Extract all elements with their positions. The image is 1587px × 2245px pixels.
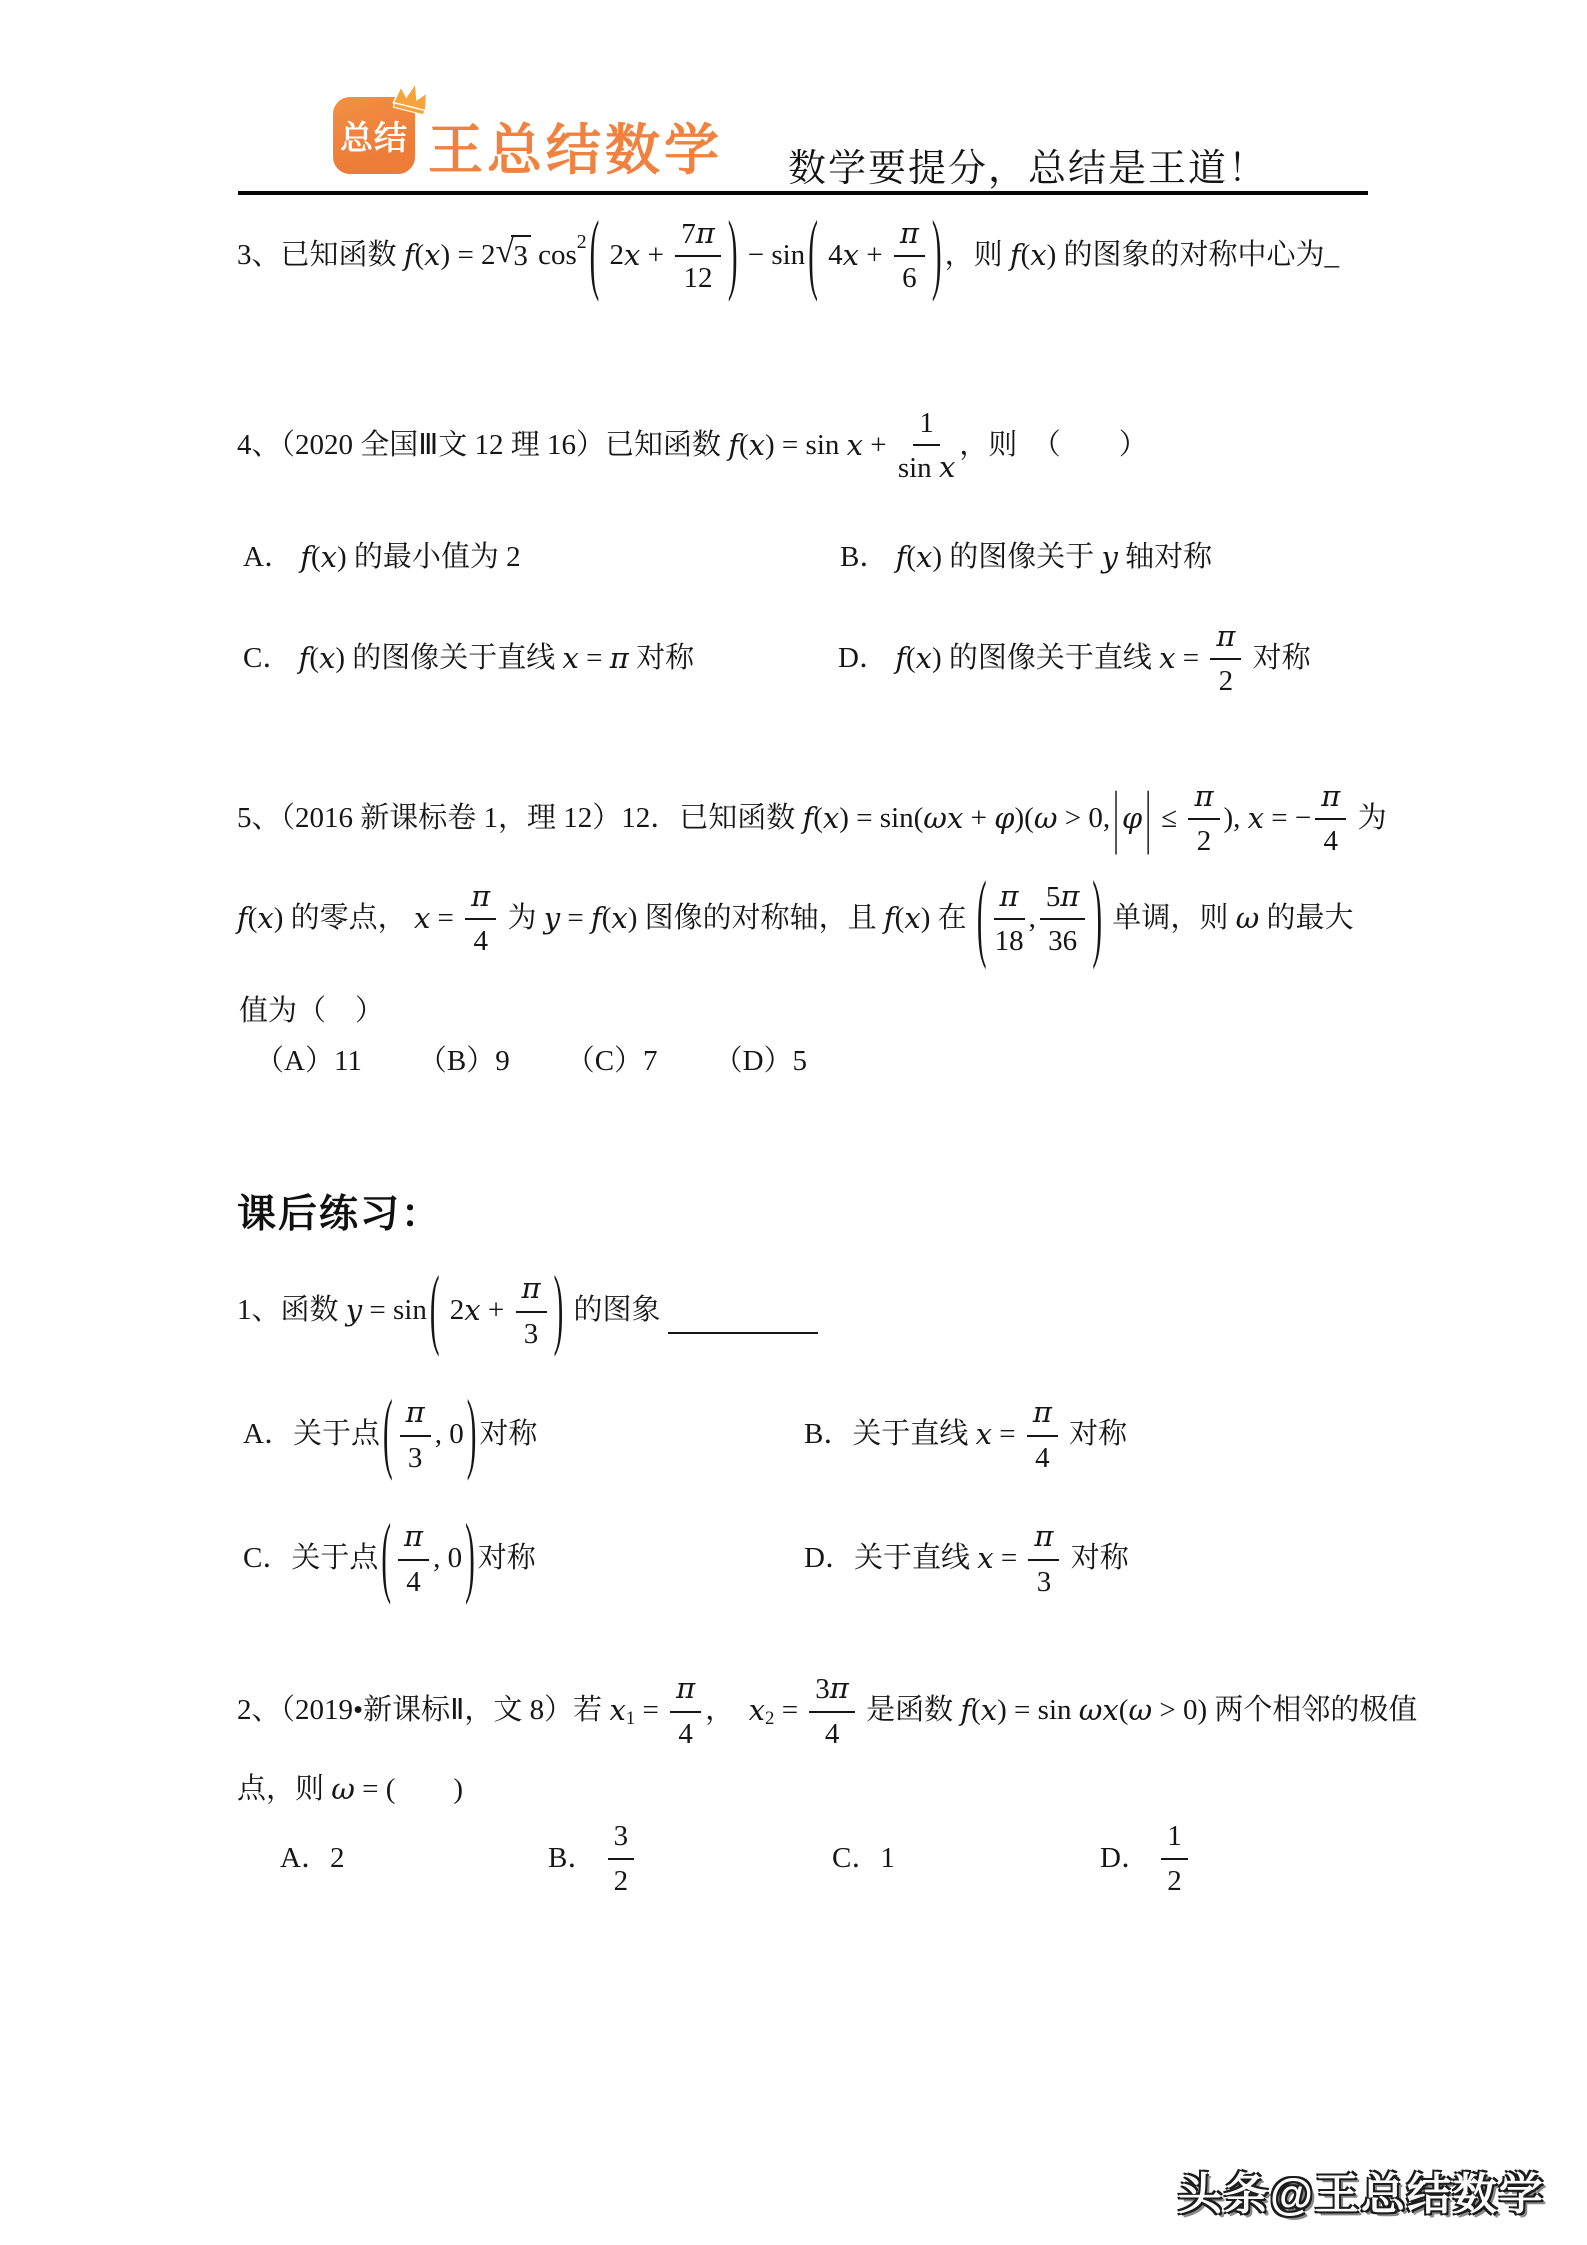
question-5-line-1: 5、（2016 新课标卷 1，理 12）12．已知函数 f ( x ) = sin( ωx + φ )( ω > 0, | φ | ≤ $\frac{\pi}{2}$ ), x = − $\frac{\pi}{4}$ 为 bbox=[237, 778, 1387, 857]
header-slogan: 数学要提分，总结是王道！ bbox=[788, 146, 1269, 190]
question-4-option-d: D． f ( x ) 的图像关于直线 x = $\frac{\pi}{2}$ 对称 bbox=[838, 618, 1311, 697]
practice-1-option-c: C．关于点 ( $\frac{\pi}{4}$ , 0 ) 对称 bbox=[243, 1508, 536, 1608]
question-5-option-c: （C）7 bbox=[565, 1044, 658, 1077]
question-5-option-d: （D）5 bbox=[713, 1044, 808, 1077]
practice-section-heading: 课后练习： bbox=[237, 1193, 443, 1236]
practice-2-option-d: D． $\frac{1}{2}$ bbox=[1100, 1808, 1192, 1908]
question-5-options bbox=[255, 1038, 807, 1078]
practice-1-option-b: B．关于直线 x = $\frac{\pi}{4}$ 对称 bbox=[804, 1395, 1128, 1474]
brand-title: 王总结数学 bbox=[428, 119, 724, 181]
practice-2-option-a: A．2 bbox=[280, 1841, 345, 1874]
question-4-option-b: B． f ( x ) 的图像关于 y 轴对称 bbox=[840, 539, 1213, 574]
question-5-line-3: 值为（ ） bbox=[239, 994, 385, 1027]
question-4-option-a: A． f ( x ) 的最小值为 2 bbox=[243, 539, 521, 574]
logo-badge-text: 总结 bbox=[340, 119, 408, 156]
question-5-option-b: （B）9 bbox=[417, 1044, 510, 1077]
practice-2-option-c: C．1 bbox=[832, 1841, 895, 1874]
watermark: 头条@王总结数学 bbox=[1178, 2170, 1545, 2219]
question-3-text: 3、已知函数 f ( x ) = 2 √ 3 cos 2 ( 2 x + $\frac{7\pi}{12}$ ) − sin ( 4 x + $\frac{\pi}{6}$ ) ，则 f ( x ) 的图象的对称中心为_ bbox=[237, 205, 1340, 305]
question-5-line-2: f ( x ) 的零点， x = $\frac{\pi}{4}$ 为 y = f ( x ) 图像的对称轴，且 f ( x ) 在 ( $\frac{\pi}{18}$ , $\frac{5\pi}{36}$ ) 单调，则 ω 的最大 bbox=[237, 863, 1354, 972]
practice-2-option-b: B． $\frac{3}{2}$ bbox=[548, 1808, 638, 1908]
practice-1-option-d: D．关于直线 x = $\frac{\pi}{3}$ 对称 bbox=[804, 1519, 1129, 1598]
practice-1-option-a: A．关于点 ( $\frac{\pi}{3}$ , 0 ) 对称 bbox=[243, 1384, 538, 1484]
practice-2-line-1: 2、（2019•新课标Ⅱ，文 8）若 x 1 = $\frac{\pi}{4}$ ， x 2 = $\frac{3\pi}{4}$ 是函数 f ( x ) = sin ωx ( ω > 0) 两个相邻的极值 bbox=[237, 1671, 1418, 1750]
practice-2-line-2: 点，则 ω = ( ) bbox=[237, 1771, 464, 1806]
practice-1-text: 1、函数 y = sin ( 2 x + $\frac{\pi}{3}$ ) 的图象 bbox=[237, 1258, 818, 1363]
question-5-option-a: （A）11 bbox=[255, 1044, 362, 1077]
question-4-option-c: C． f ( x ) 的图像关于直线 x = π 对称 bbox=[243, 640, 695, 675]
question-4-text: 4、（2020 全国Ⅲ文 12 理 16）已知函数 f ( x ) = sin x + $\frac{1}{\text{sin x}}$ ，则 （ ） bbox=[237, 395, 1148, 495]
header-divider bbox=[238, 191, 1368, 195]
